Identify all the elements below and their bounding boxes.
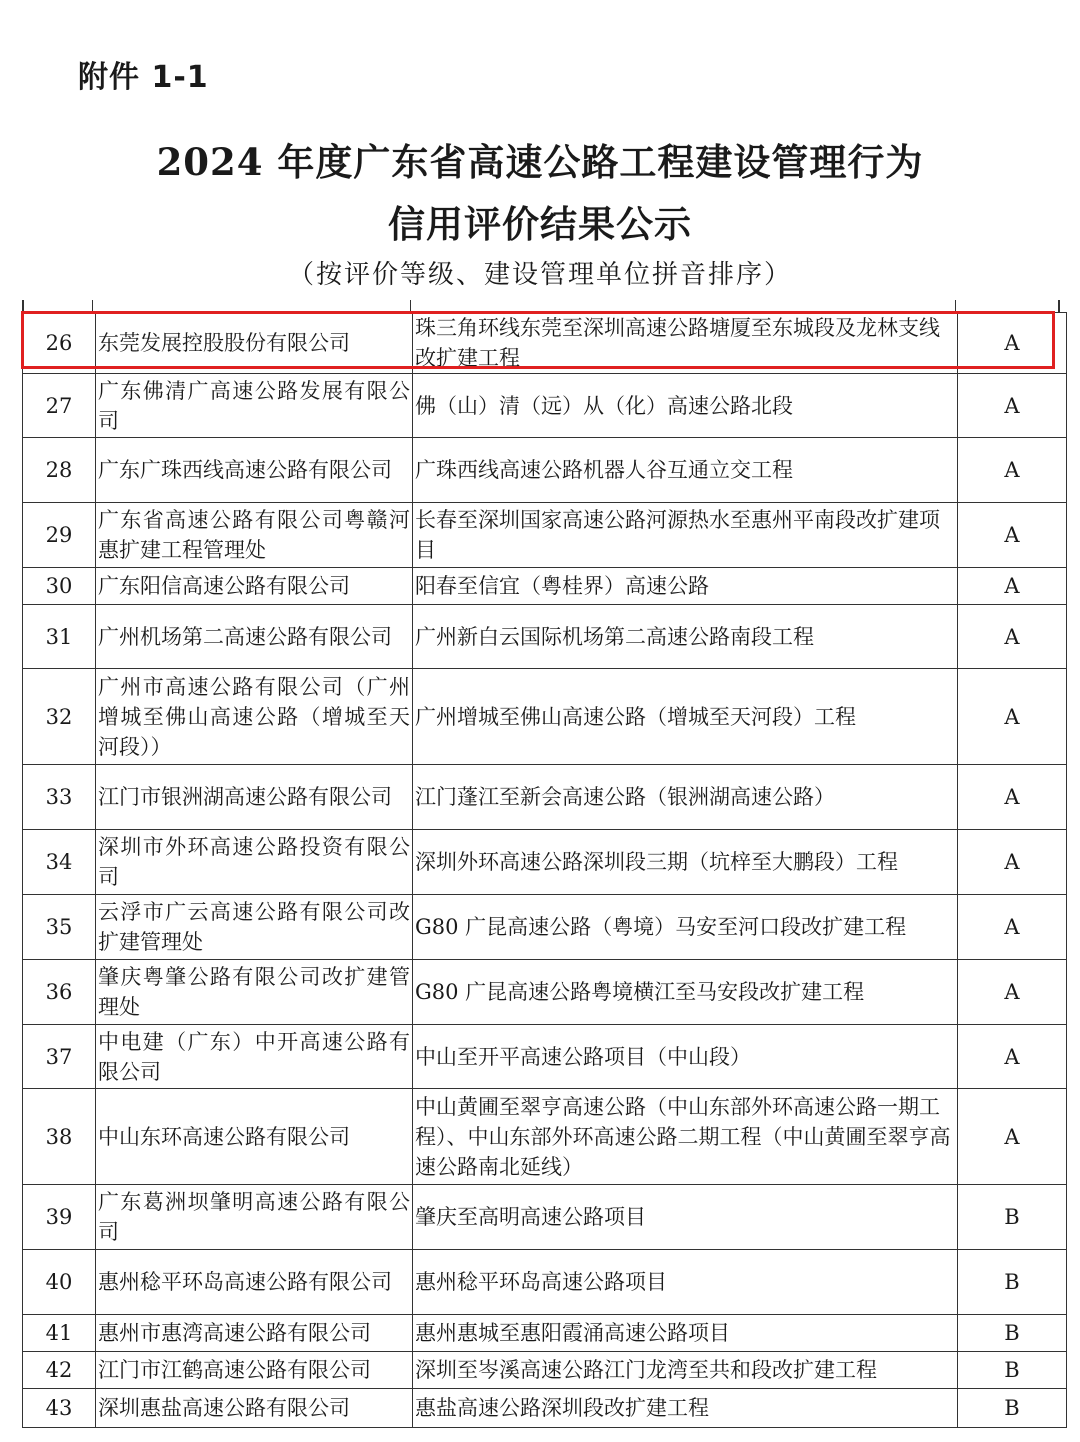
row-number-cell: 28 <box>23 438 96 503</box>
table-row <box>23 669 1067 765</box>
unit-name-cell: 云浮市广云高速公路有限公司改扩建管理处 <box>96 895 413 960</box>
project-name-cell: 长春至深圳国家高速公路河源热水至惠州平南段改扩建项目 <box>413 503 958 568</box>
row-number-cell: 30 <box>23 568 96 605</box>
table-row <box>23 1025 1067 1089</box>
unit-name-cell: 中电建（广东）中开高速公路有限公司 <box>96 1025 413 1089</box>
grade-cell: B <box>958 1315 1067 1352</box>
row-number-cell: 27 <box>23 374 96 438</box>
unit-name-cell: 江门市银洲湖高速公路有限公司 <box>96 765 413 830</box>
table-body <box>23 313 1067 1428</box>
unit-name-cell: 广东阳信高速公路有限公司 <box>96 568 413 605</box>
project-name-cell: 中山黄圃至翠亨高速公路（中山东部外环高速公路一期工程）、中山东部外环高速公路二期工程（中山黄圃至翠亨高速公路南北延线） <box>413 1089 958 1185</box>
project-name-cell: 广州增城至佛山高速公路（增城至天河段）工程 <box>413 669 958 765</box>
grade-cell: A <box>958 1089 1067 1185</box>
unit-name-cell: 广州机场第二高速公路有限公司 <box>96 605 413 669</box>
row-number-cell: 34 <box>23 830 96 895</box>
table-row <box>23 830 1067 895</box>
page-title-line-1: 2024 年度广东省高速公路工程建设管理行为 <box>156 140 924 184</box>
unit-name-cell: 深圳市外环高速公路投资有限公司 <box>96 830 413 895</box>
unit-name-cell: 广东葛洲坝肇明高速公路有限公司 <box>96 1185 413 1250</box>
project-name-cell: 惠盐高速公路深圳段改扩建工程 <box>413 1389 958 1428</box>
table-row <box>23 1250 1067 1315</box>
table-row <box>23 1185 1067 1250</box>
unit-name-cell: 惠州稔平环岛高速公路有限公司 <box>96 1250 413 1315</box>
table-row <box>23 1089 1067 1185</box>
table-row <box>23 568 1067 605</box>
unit-name-cell: 中山东环高速公路有限公司 <box>96 1089 413 1185</box>
unit-name-cell: 东莞发展控股股份有限公司 <box>96 313 413 374</box>
row-number-cell: 42 <box>23 1352 96 1389</box>
attachment-label: 附件 1-1 <box>78 60 209 95</box>
row-number-cell: 40 <box>23 1250 96 1315</box>
project-name-cell: 佛（山）清（远）从（化）高速公路北段 <box>413 374 958 438</box>
table-row <box>23 503 1067 568</box>
row-number-cell: 39 <box>23 1185 96 1250</box>
table-row <box>23 1315 1067 1352</box>
project-name-cell: 江门蓬江至新会高速公路（银洲湖高速公路） <box>413 765 958 830</box>
grade-cell: B <box>958 1352 1067 1389</box>
row-number-cell: 35 <box>23 895 96 960</box>
row-number-cell: 43 <box>23 1389 96 1428</box>
unit-name-cell: 肇庆粤肇公路有限公司改扩建管理处 <box>96 960 413 1025</box>
project-name-cell: 惠州稔平环岛高速公路项目 <box>413 1250 958 1315</box>
project-name-cell: 深圳至岑溪高速公路江门龙湾至共和段改扩建工程 <box>413 1352 958 1389</box>
unit-name-cell: 惠州市惠湾高速公路有限公司 <box>96 1315 413 1352</box>
table-row <box>23 960 1067 1025</box>
unit-name-cell: 江门市江鹤高速公路有限公司 <box>96 1352 413 1389</box>
project-name-cell: 深圳外环高速公路深圳段三期（坑梓至大鹏段）工程 <box>413 830 958 895</box>
unit-name-cell: 广东佛清广高速公路发展有限公司 <box>96 374 413 438</box>
row-number-cell: 32 <box>23 669 96 765</box>
table-row <box>23 895 1067 960</box>
grade-cell: A <box>958 503 1067 568</box>
grade-cell: B <box>958 1250 1067 1315</box>
row-number-cell: 33 <box>23 765 96 830</box>
grade-cell: A <box>958 765 1067 830</box>
grade-cell: A <box>958 438 1067 503</box>
table-row <box>23 438 1067 503</box>
grade-cell: A <box>958 895 1067 960</box>
grade-cell: A <box>958 960 1067 1025</box>
unit-name-cell: 广东省高速公路有限公司粤赣河惠扩建工程管理处 <box>96 503 413 568</box>
row-number-cell: 26 <box>23 313 96 374</box>
project-name-cell: G80 广昆高速公路粤境横江至马安段改扩建工程 <box>413 960 958 1025</box>
grade-cell: A <box>958 374 1067 438</box>
table-row <box>23 313 1067 374</box>
row-number-cell: 38 <box>23 1089 96 1185</box>
page-subtitle: （按评价等级、建设管理单位拼音排序） <box>287 260 792 290</box>
grade-cell: A <box>958 830 1067 895</box>
page-title-line-2: 信用评价结果公示 <box>388 202 692 246</box>
grade-cell: A <box>958 313 1067 374</box>
grade-cell: A <box>958 605 1067 669</box>
row-number-cell: 41 <box>23 1315 96 1352</box>
project-name-cell: 中山至开平高速公路项目（中山段） <box>413 1025 958 1089</box>
table-row <box>23 374 1067 438</box>
table-row <box>23 765 1067 830</box>
row-number-cell: 29 <box>23 503 96 568</box>
project-name-cell: 广州新白云国际机场第二高速公路南段工程 <box>413 605 958 669</box>
grade-cell: B <box>958 1389 1067 1428</box>
table-column-divider <box>955 300 956 312</box>
project-name-cell: 珠三角环线东莞至深圳高速公路塘厦至东城段及龙林支线改扩建工程 <box>413 313 958 374</box>
table-row <box>23 1389 1067 1428</box>
row-number-cell: 36 <box>23 960 96 1025</box>
project-name-cell: G80 广昆高速公路（粤境）马安至河口段改扩建工程 <box>413 895 958 960</box>
unit-name-cell: 广东广珠西线高速公路有限公司 <box>96 438 413 503</box>
project-name-cell: 肇庆至高明高速公路项目 <box>413 1185 958 1250</box>
unit-name-cell: 广州市高速公路有限公司（广州增城至佛山高速公路（增城至天河段）） <box>96 669 413 765</box>
row-number-cell: 31 <box>23 605 96 669</box>
table-column-divider <box>92 300 93 312</box>
row-number-cell: 37 <box>23 1025 96 1089</box>
grade-cell: A <box>958 669 1067 765</box>
previous-page-table-edge <box>22 300 1060 312</box>
grade-cell: A <box>958 1025 1067 1089</box>
credit-evaluation-table <box>22 312 1067 1428</box>
project-name-cell: 阳春至信宜（粤桂界）高速公路 <box>413 568 958 605</box>
table-row <box>23 605 1067 669</box>
table-row <box>23 1352 1067 1389</box>
unit-name-cell: 深圳惠盐高速公路有限公司 <box>96 1389 413 1428</box>
grade-cell: B <box>958 1185 1067 1250</box>
grade-cell: A <box>958 568 1067 605</box>
table-column-divider <box>410 300 411 312</box>
project-name-cell: 惠州惠城至惠阳霞涌高速公路项目 <box>413 1315 958 1352</box>
project-name-cell: 广珠西线高速公路机器人谷互通立交工程 <box>413 438 958 503</box>
